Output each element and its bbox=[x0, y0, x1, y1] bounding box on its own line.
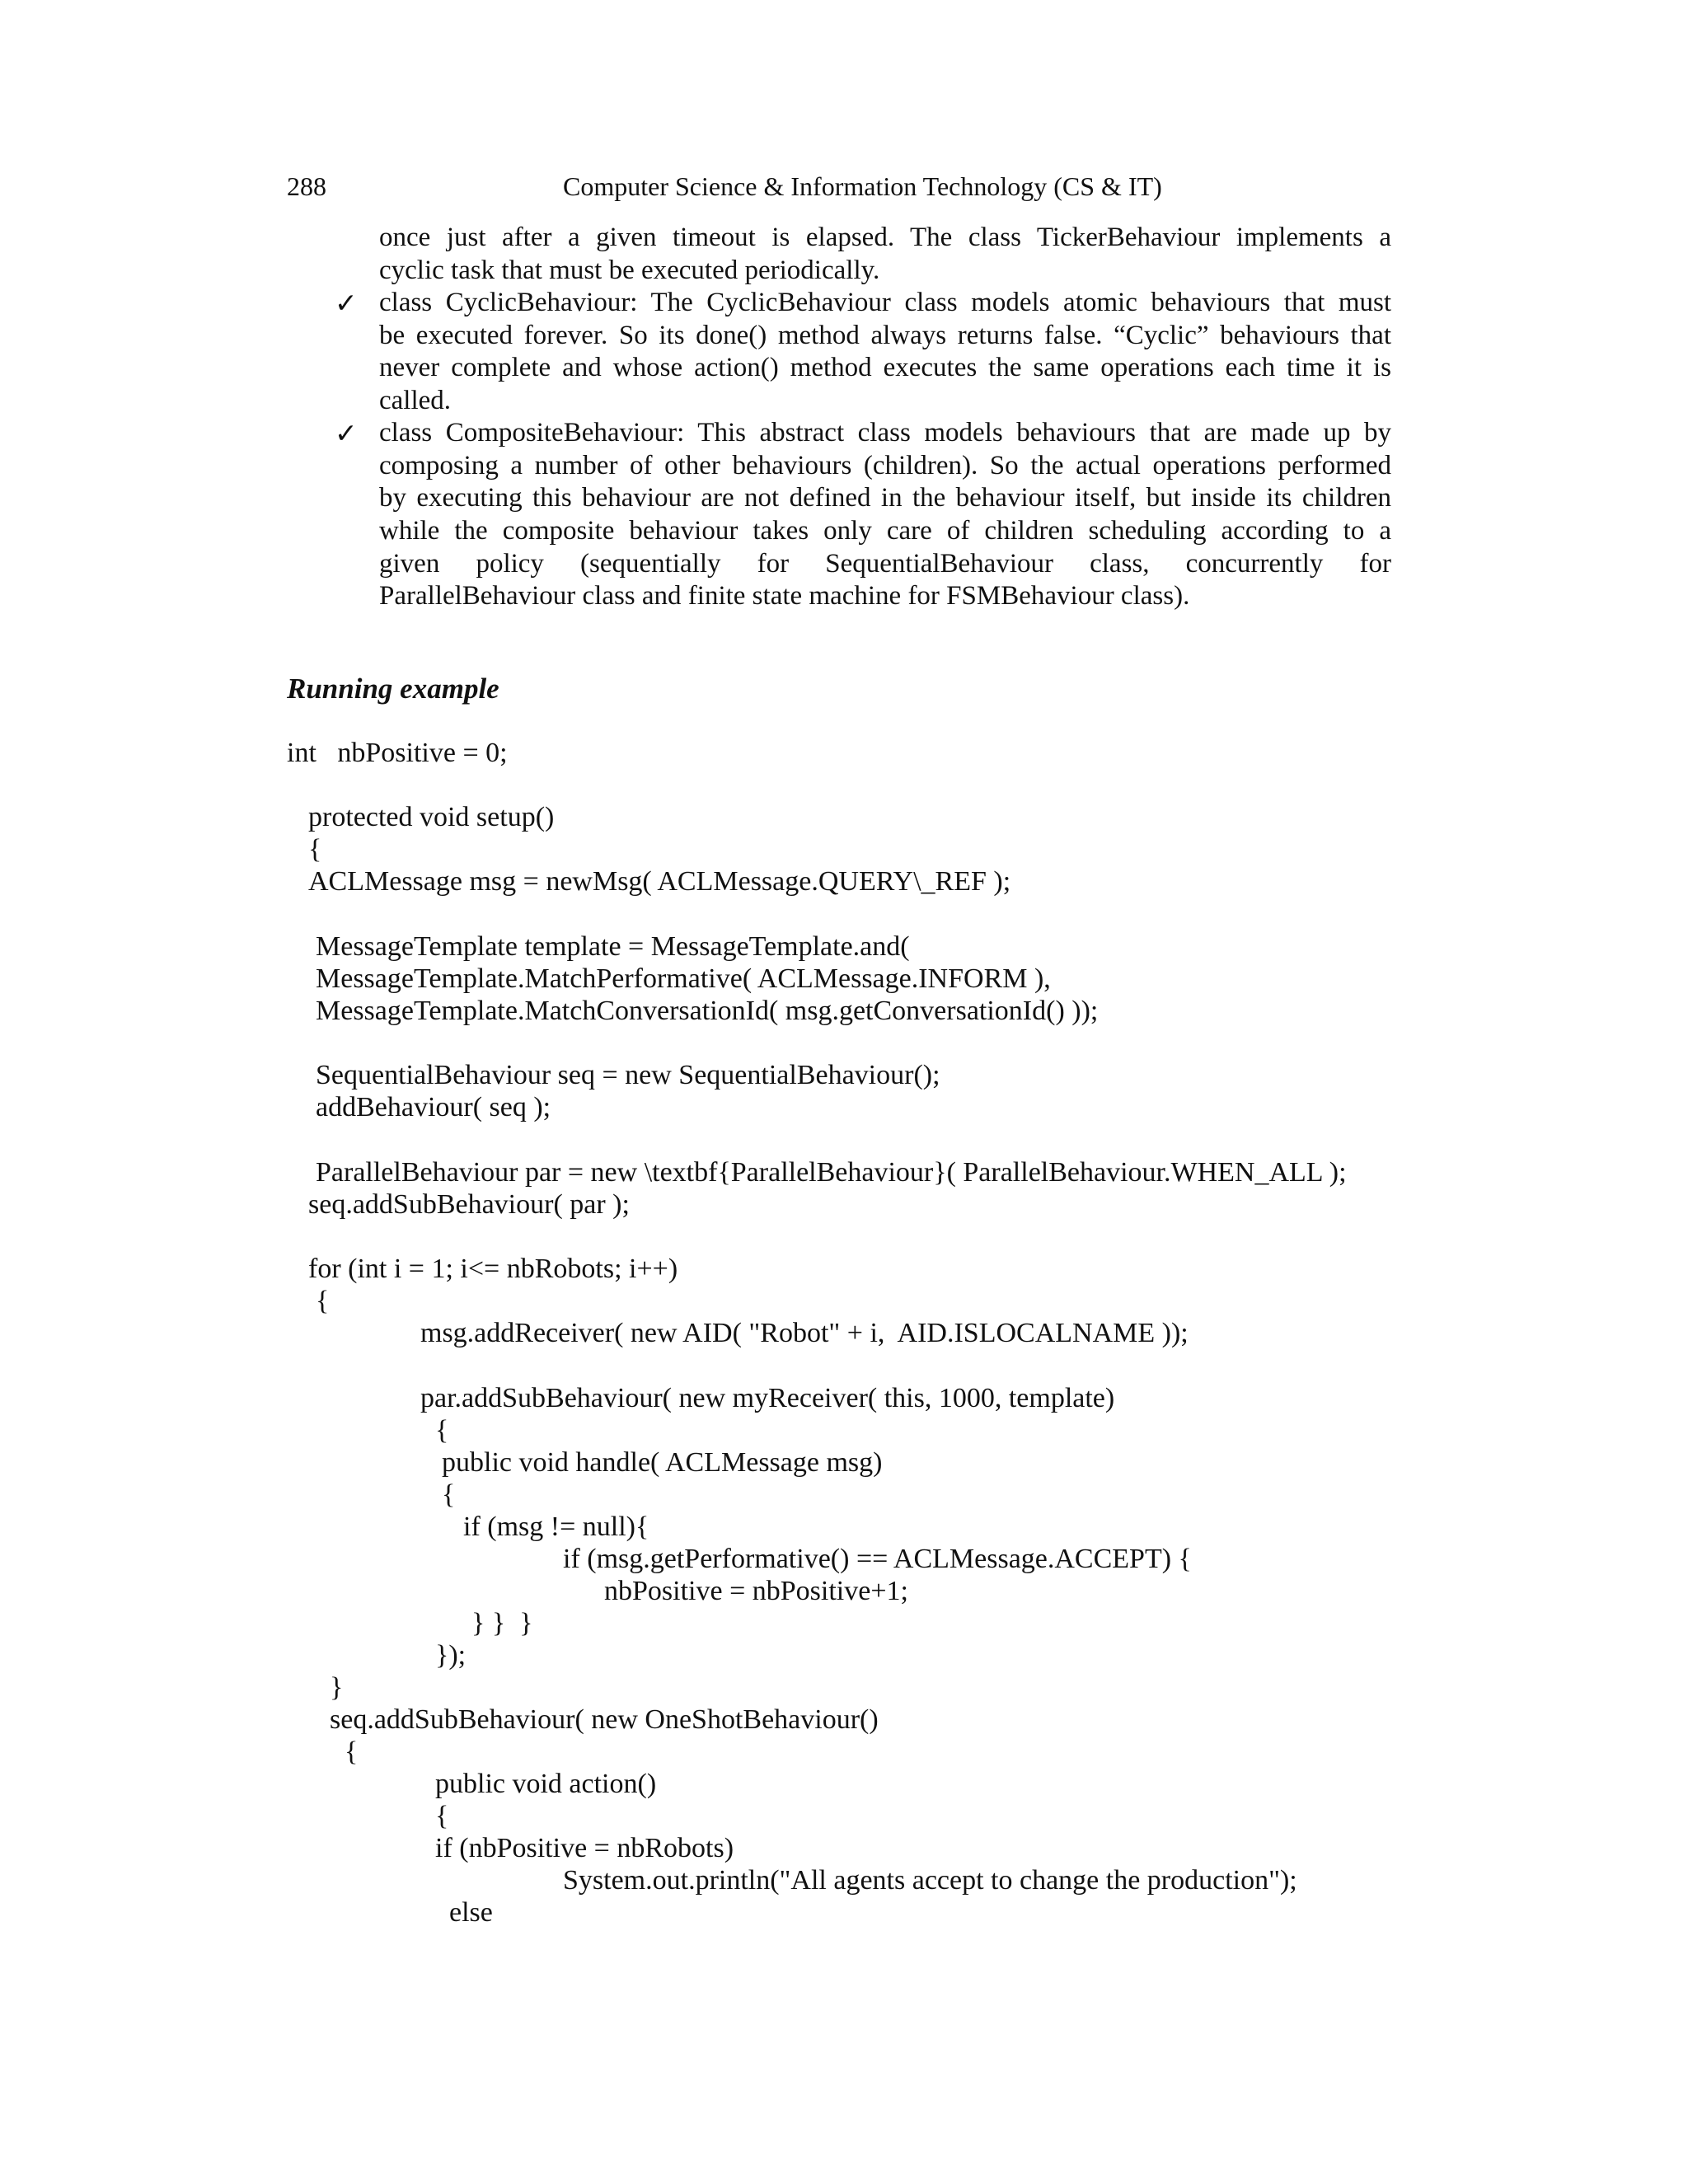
code-line: } } } bbox=[471, 1608, 533, 1638]
code-line: int nbPositive = 0; bbox=[287, 738, 508, 768]
code-line: ParallelBehaviour par = new \textbf{ParallelBehaviour}( ParallelBehaviour.WHEN_ALL ); bbox=[316, 1157, 1347, 1188]
bullet-line: ParallelBehaviour class and finite state machine for FSMBehaviour class). bbox=[379, 581, 1190, 611]
code-line: if (msg != null){ bbox=[463, 1511, 649, 1542]
section-heading: Running example bbox=[287, 673, 499, 705]
paragraph-line: cyclic task that must be executed periodically. bbox=[379, 255, 880, 285]
code-line: else bbox=[449, 1897, 493, 1928]
bullet-line: never complete and whose action() method executes the same operations each time it is bbox=[379, 353, 1391, 382]
code-line: addBehaviour( seq ); bbox=[316, 1092, 551, 1122]
paragraph-line: once just after a given timeout is elapsed. The class TickerBehaviour implements a bbox=[379, 223, 1391, 252]
code-line: { bbox=[442, 1479, 456, 1510]
code-line: } bbox=[330, 1672, 344, 1703]
code-line: par.addSubBehaviour( new myReceiver( this, 1000, template) bbox=[420, 1383, 1115, 1413]
checkmark-icon: ✓ bbox=[335, 287, 358, 319]
running-header-title: Computer Science & Information Technology (CS & IT) bbox=[563, 171, 1162, 201]
bullet-line: be executed forever. So its done() method always returns false. “Cyclic” behaviours that bbox=[379, 321, 1391, 350]
code-line: { bbox=[435, 1415, 449, 1446]
bullet-line: by executing this behaviour are not defined in the behaviour itself, but inside its children bbox=[379, 483, 1391, 513]
code-line: protected void setup() bbox=[308, 802, 555, 832]
code-line: seq.addSubBehaviour( par ); bbox=[308, 1189, 630, 1220]
code-line: if (msg.getPerformative() == ACLMessage.ACCEPT) { bbox=[563, 1544, 1192, 1574]
page-number: 288 bbox=[287, 171, 326, 201]
code-line: MessageTemplate template = MessageTemplate.and( bbox=[316, 931, 910, 962]
code-line: SequentialBehaviour seq = new SequentialBehaviour(); bbox=[316, 1060, 940, 1090]
code-line: MessageTemplate.MatchPerformative( ACLMessage.INFORM ), bbox=[316, 963, 1051, 994]
code-line: msg.addReceiver( new AID( "Robot" + i, AID.ISLOCALNAME )); bbox=[420, 1318, 1189, 1348]
code-line: ACLMessage msg = newMsg( ACLMessage.QUERY\_REF ); bbox=[308, 866, 1011, 897]
code-line: for (int i = 1; i<= nbRobots; i++) bbox=[308, 1254, 678, 1284]
code-line: }); bbox=[435, 1640, 467, 1671]
code-line: { bbox=[308, 834, 322, 865]
code-line: { bbox=[345, 1736, 359, 1767]
code-line: nbPositive = nbPositive+1; bbox=[604, 1576, 908, 1606]
checkmark-icon: ✓ bbox=[335, 417, 358, 449]
bullet-line: given policy (sequentially for SequentialBehaviour class, concurrently for bbox=[379, 549, 1391, 579]
bullet-line: class CyclicBehaviour: The CyclicBehaviour class models atomic behaviours that must bbox=[379, 288, 1391, 317]
code-line: seq.addSubBehaviour( new OneShotBehaviour() bbox=[330, 1704, 879, 1735]
bullet-line: class CompositeBehaviour: This abstract class models behaviours that are made up by bbox=[379, 418, 1391, 448]
code-line: { bbox=[435, 1801, 449, 1831]
code-line: System.out.println("All agents accept to change the production"); bbox=[563, 1865, 1297, 1896]
code-line: MessageTemplate.MatchConversationId( msg.getConversationId() )); bbox=[316, 996, 1099, 1026]
bullet-line: composing a number of other behaviours (children). So the actual operations performed bbox=[379, 451, 1391, 480]
bullet-line: called. bbox=[379, 386, 452, 415]
bullet-line: while the composite behaviour takes only care of children scheduling according to a bbox=[379, 516, 1391, 546]
code-line: public void handle( ACLMessage msg) bbox=[442, 1447, 883, 1478]
code-line: public void action() bbox=[435, 1769, 657, 1799]
code-line: { bbox=[316, 1286, 330, 1316]
code-line: if (nbPositive = nbRobots) bbox=[435, 1833, 734, 1863]
